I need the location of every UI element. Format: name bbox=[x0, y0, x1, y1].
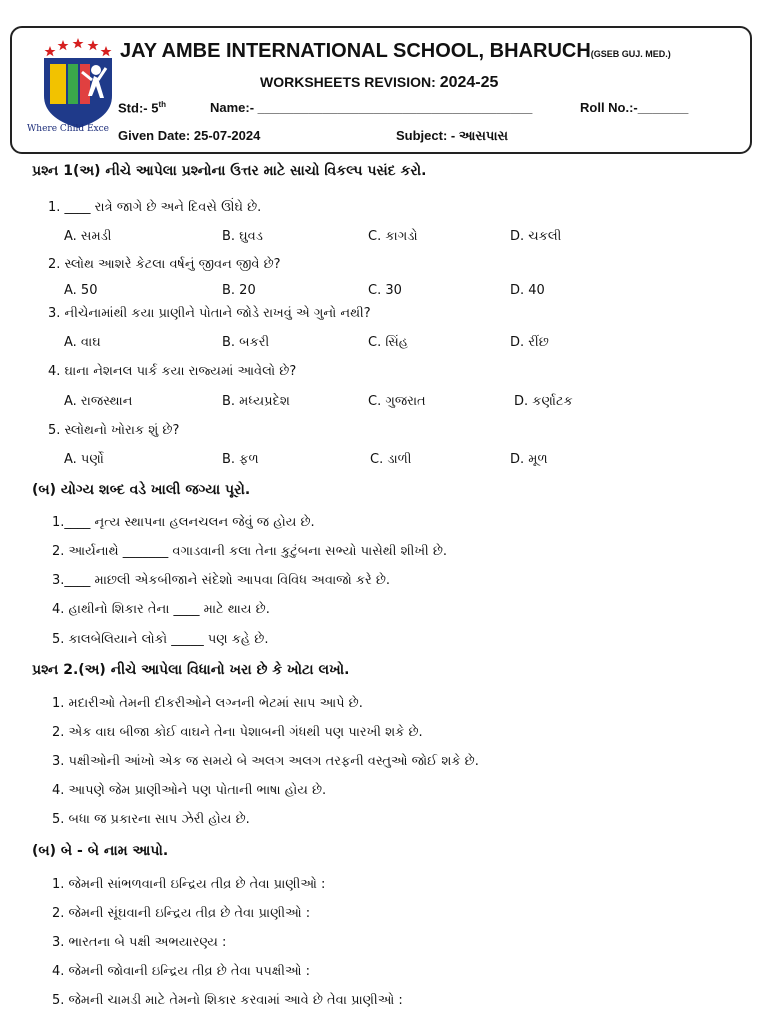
mcq-5-option-c: C. ડાળી bbox=[370, 452, 412, 467]
school-name bbox=[120, 40, 671, 63]
worksheet-header bbox=[10, 26, 752, 154]
mcq-question-5: 5. સ્લોથનો ખોરાક શું છે? bbox=[48, 423, 180, 438]
mcq-question-1: 1. ____ રાત્રે જાગે છે અને દિવસે ઊંઘે છે. bbox=[48, 200, 262, 215]
give-names-1: 1. જેમની સાંભળવાની ઇન્દ્રિય તીવ્ર છે તેવા પ્રાણીઓ : bbox=[52, 877, 326, 892]
mcq-3-option-b: B. બકરી bbox=[222, 335, 270, 350]
std-label bbox=[118, 100, 166, 115]
q2b-heading: (બ) બે - બે નામ આપો. bbox=[32, 843, 169, 859]
given-date: Given Date: 25-07-2024 bbox=[118, 128, 261, 143]
fill-blank-3: 3.____ માછલી એકબીજાને સંદેશો આપવા વિવિધ અવાજો કરે છે. bbox=[52, 573, 391, 588]
school-logo bbox=[36, 38, 120, 134]
mcq-1-option-a: A. સમડી bbox=[64, 229, 112, 244]
give-names-2: 2. જેમની સૂંઘવાની ઇન્દ્રિય તીવ્ર છે તેવા પ્રાણીઓ : bbox=[52, 906, 311, 921]
fill-blank-5: 5. કાલબેલિયાને લોકો _____ પણ કહે છે. bbox=[52, 632, 269, 647]
mcq-4-option-a: A. રાજસ્થાન bbox=[64, 394, 133, 409]
name-field: Name:- ______________________________________ bbox=[210, 100, 533, 115]
roll-no-field: Roll No.:-_______ bbox=[580, 100, 689, 115]
board-label: (GSEB GUJ. MED.) bbox=[590, 49, 671, 59]
fill-blank-1: 1.____ નૃત્ય સ્થાપના હલનચલન જેવું જ હોય છે. bbox=[52, 515, 315, 530]
give-names-5: 5. જેમની ચામડી માટે તેમનો શિકાર કરવામાં આવે છે તેવા પ્રાણીઓ : bbox=[52, 993, 403, 1008]
mcq-2-option-d: D. 40 bbox=[510, 283, 545, 298]
true-false-1: 1. મદારીઓ તેમની દીકરીઓને લગ્નની ભેટમાં સાપ આપે છે. bbox=[52, 696, 363, 711]
std-suffix: th bbox=[158, 100, 167, 109]
mcq-2-option-a: A. 50 bbox=[64, 283, 98, 298]
mcq-question-4: 4. ઘાના નેશનલ પાર્ક કયા રાજ્યમાં આવેલો છે? bbox=[48, 364, 297, 379]
mcq-1-option-d: D. ચકલી bbox=[510, 229, 562, 244]
mcq-1-option-c: C. કાગડો bbox=[368, 229, 418, 244]
q2-heading: પ્રશ્ન 2.(અ) નીચે આપેલા વિધાનો ખરા છે કે ખોટા લખો. bbox=[32, 662, 350, 678]
mcq-2-option-c: C. 30 bbox=[368, 283, 402, 298]
fill-blank-4: 4. હાથીનો શિકાર તેના ____ માટે થાય છે. bbox=[52, 602, 270, 617]
worksheet-title bbox=[260, 74, 498, 92]
mcq-question-3: 3. નીચેનામાંથી કયા પ્રાણીને પોતાને જોડે રાખવું એ ગુનો નથી? bbox=[48, 306, 371, 321]
worksheet-title-text: WORKSHEETS REVISION: bbox=[260, 74, 440, 90]
mcq-1-option-b: B. ઘુવડ bbox=[222, 229, 263, 244]
mcq-4-option-c: C. ગુજરાત bbox=[368, 394, 426, 409]
school-name-text: JAY AMBE INTERNATIONAL SCHOOL, BHARUCH bbox=[120, 40, 591, 62]
std-text: Std:- 5 bbox=[118, 100, 159, 116]
fill-blank-2: 2. આર્યનાથે _______ વગાડવાની કલા તેના કુટુંબના સભ્યો પાસેથી શીખી છે. bbox=[52, 544, 448, 559]
q1b-heading: (બ) યોગ્ય શબ્દ વડે ખાલી જગ્યા પૂરો. bbox=[32, 482, 251, 498]
mcq-3-option-a: A. વાઘ bbox=[64, 335, 101, 350]
academic-year: 2024-25 bbox=[439, 74, 499, 91]
true-false-3: 3. પક્ષીઓની આંખો એક જ સમયે બે અલગ અલગ તરફની વસ્તુઓ જોઈ શકે છે. bbox=[52, 754, 479, 769]
subject: Subject: - આસપાસ bbox=[396, 128, 509, 143]
mcq-question-2: 2. સ્લોથ આશરે કેટલા વર્ષનું જીવન જીવે છે? bbox=[48, 257, 281, 272]
q1-heading: પ્રશ્ન 1(અ) નીચે આપેલા પ્રશ્નોના ઉત્તર માટે સાચો વિકલ્પ પસંદ કરો. bbox=[32, 163, 427, 179]
mcq-2-option-b: B. 20 bbox=[222, 283, 256, 298]
mcq-4-option-b: B. મધ્યપ્રદેશ bbox=[222, 394, 290, 409]
mcq-5-option-a: A. પર્ણો bbox=[64, 452, 104, 467]
logo-tagline: Where Child Exce bbox=[27, 124, 109, 134]
true-false-2: 2. એક વાઘ બીજા કોઈ વાઘને તેના પેશાબની ગંધથી પણ પારખી શકે છે. bbox=[52, 725, 423, 740]
mcq-5-option-d: D. મૂળ bbox=[510, 452, 548, 467]
give-names-4: 4. જેમની જોવાની ઇન્દ્રિય તીવ્ર છે તેવા પપક્ષીઓ : bbox=[52, 964, 311, 979]
mcq-3-option-c: C. સિંહ bbox=[368, 335, 409, 350]
give-names-3: 3. ભારતના બે પક્ષી અભયારણ્ય : bbox=[52, 935, 227, 950]
mcq-3-option-d: D. રીંછ bbox=[510, 335, 549, 350]
true-false-4: 4. આપણે જેમ પ્રાણીઓને પણ પોતાની ભાષા હોય છે. bbox=[52, 783, 327, 798]
true-false-5: 5. બધા જ પ્રકારના સાપ ઝેરી હોય છે. bbox=[52, 812, 250, 827]
mcq-5-option-b: B. ફળ bbox=[222, 452, 259, 467]
mcq-4-option-d: D. કર્ણાટક bbox=[514, 394, 573, 409]
